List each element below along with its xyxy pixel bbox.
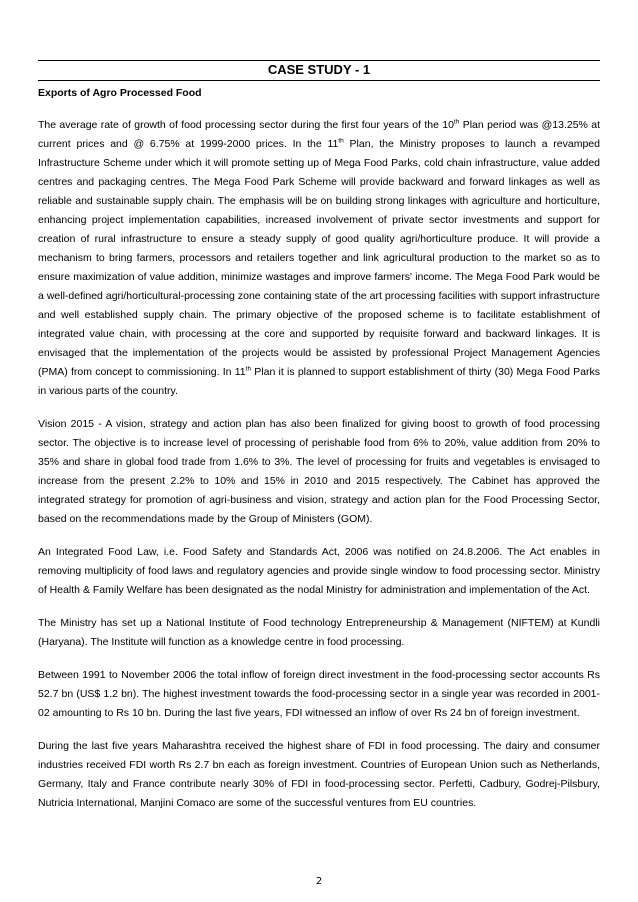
paragraph-food-law: An Integrated Food Law, i.e. Food Safety and Standards Act, 2006 was notified on 24.8.2006. The Act enables in removing multiplicity of food laws and regulatory agencies and provide single window to food processing sector. Ministry of Health & Family Welfare has been designated as the nodal Ministry for administration and implementation of the Act. bbox=[38, 546, 600, 596]
text-run: Plan, the Ministry proposes to launch a revamped Infrastructure Scheme under which it will promote setting up of Mega Food Parks, cold chain infrastructure, value added centres and packaging centres. The Mega Food Park Scheme will provide backward and forward linkages as well as reliable and sustainable supply chain. The emphasis will be on building strong linkages with agriculture and horticulture, enhancing project implementation capabilities, increased involvement of private sector investments and support for creation of rural infrastructure to ensure a steady supply of good quality agri/horticulture produce. It will provide a mechanism to bring farmers, processors and retailers together and link agricultural production to the market so as to ensure maximization of value addition, minimize wastages and improve farmers' income. The Mega Food Park would be a well-defined agri/horticultural-processing zone containing state of the art processing facilities with support infrastructure and well established supply chain. The primary objective of the proposed scheme is to facilitate establishment of integrated value chain, with processing at the core and supported by requisite forward and backward linkages. It is envisaged that the implementation of the projects would be assisted by professional Project Management Agencies (PMA) from concept to commissioning. In 11 bbox=[38, 138, 600, 378]
text-run: Plan it is planned to support establishment of thirty (30) Mega Food Parks in various parts of the country. bbox=[38, 366, 601, 397]
superscript: th bbox=[453, 118, 460, 126]
title-rule-top bbox=[38, 60, 600, 61]
text-run: The average rate of growth of food processing sector during the first four years of the 10 bbox=[38, 119, 454, 131]
document-body bbox=[38, 116, 600, 827]
superscript: th bbox=[338, 137, 344, 145]
paragraph-fdi-share: During the last five years Maharashtra received the highest share of FDI in food processing. The dairy and consumer industries received FDI worth Rs 2.7 bn each as foreign investment. Countries of European Union such as Netherlands, Germany, Italy and France contribute nearly 30% of FDI in food-processing sector. Perfetti, Cadbury, Godrej-Pilsbury, Nutricia International, Manjini Comaco are some of the successful ventures from EU countries. bbox=[38, 740, 600, 809]
paragraph-fdi-inflow: Between 1991 to November 2006 the total inflow of foreign direct investment in the food-processing sector accounts Rs 52.7 bn (US$ 1.2 bn). The highest investment towards the food-processing sector in a single year was recorded in 2001-02 amounting to Rs 10 bn. During the last five years, FDI witnessed an inflow of over Rs 24 bn of foreign investment. bbox=[38, 669, 600, 719]
superscript: th bbox=[245, 365, 252, 373]
page-title: CASE STUDY - 1 bbox=[267, 62, 371, 77]
page-number: 2 bbox=[315, 876, 323, 887]
paragraph-mega-food-parks bbox=[38, 116, 600, 401]
text-run: Plan period was @13.25% at current prices and @ 6.75% at 1999-2000 prices. In the 11 bbox=[38, 119, 600, 150]
section-heading: Exports of Agro Processed Food bbox=[38, 87, 202, 99]
title-rule-bottom bbox=[38, 80, 600, 81]
paragraph-niftem: The Ministry has set up a National Institute of Food technology Entrepreneurship & Management (NIFTEM) at Kundli (Haryana). The Institute will function as a knowledge centre in food processing. bbox=[38, 617, 600, 648]
paragraph-vision-2015: Vision 2015 - A vision, strategy and action plan has also been finalized for giving boost to growth of food processing sector. The objective is to increase level of processing of perishable food from 6% to 20%, value addition from 20% to 35% and share in global food trade from 1.6% to 3%. The level of processing for fruits and vegetables is envisaged to increase from the present 2.2% to 10% and 15% in 2010 and 2015 respectively. The Cabinet has approved the integrated strategy for promotion of agri-business and vision, strategy and action plan for the Food Processing Sector, based on the recommendations made by the Group of Ministers (GOM). bbox=[38, 418, 600, 525]
